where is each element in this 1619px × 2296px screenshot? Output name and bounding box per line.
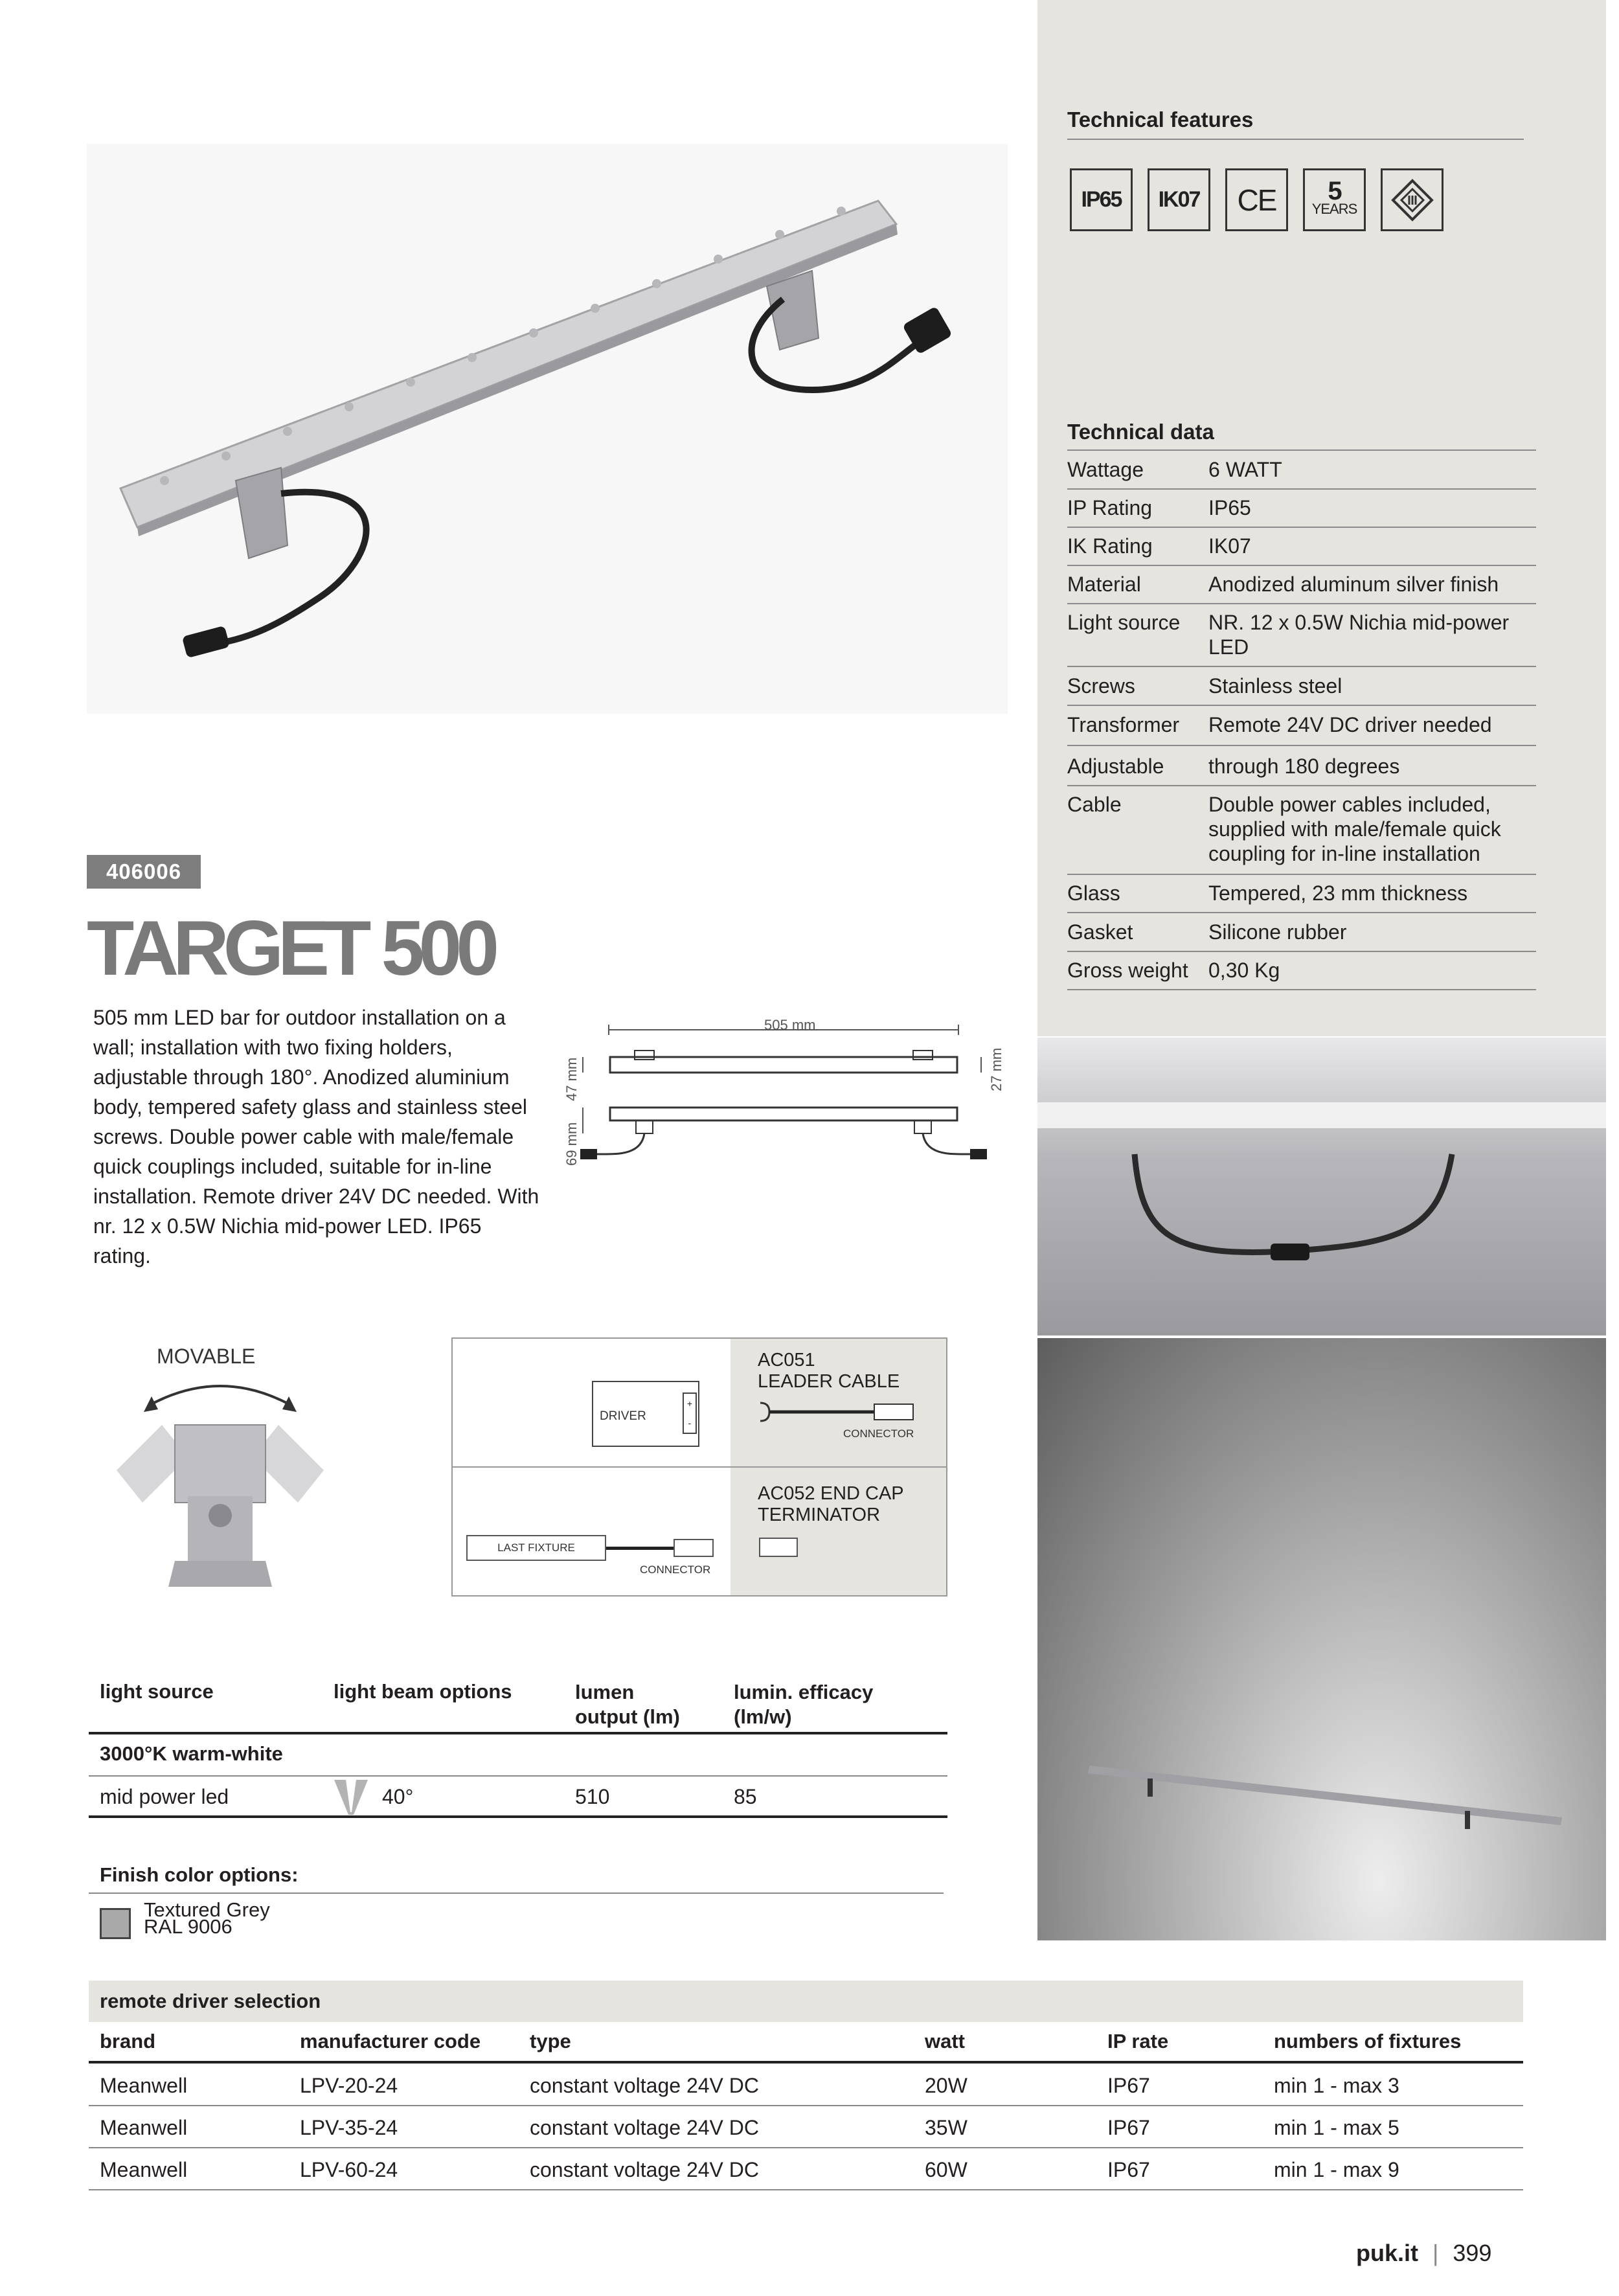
td-row-light-source: Light source NR. 12 x 0.5W Nichia mid-power LED [1067, 610, 1536, 667]
finish-name: Textured Grey RAL 9006 [144, 1898, 270, 1938]
col-light-source: light source [100, 1680, 214, 1703]
page-footer: puk.it | 399 [1356, 2240, 1492, 2266]
movable-label: MOVABLE [157, 1345, 256, 1368]
driver-brand: Meanwell [100, 2116, 188, 2139]
dim-length: 505 mm [764, 1017, 816, 1033]
col-beam: light beam options [334, 1680, 512, 1703]
page-number: 399 [1453, 2240, 1492, 2266]
lumen-value: 510 [575, 1785, 610, 1808]
divider [89, 2061, 1523, 2063]
divider [89, 2189, 1523, 2190]
divider [453, 1466, 946, 1468]
ik07-badge: IK07 [1148, 168, 1210, 231]
col-watt: watt [925, 2030, 965, 2052]
driver-ip: IP67 [1107, 2158, 1150, 2181]
col-lumen: lumen output (lm) [575, 1681, 680, 1728]
divider [89, 2105, 1523, 2106]
driver-ip: IP67 [1107, 2074, 1150, 2097]
driver-table-title: remote driver selection [100, 1990, 321, 2012]
td-row-gasket: Gasket Silicone rubber [1067, 920, 1536, 952]
td-row-ik: IK Rating IK07 [1067, 534, 1536, 566]
divider [89, 1732, 947, 1734]
divider [89, 1815, 947, 1818]
ce-badge: CE [1225, 168, 1288, 231]
col-efficacy: lumin. efficacy (lm/w) [734, 1681, 874, 1728]
dim-h3: 27 mm [988, 1047, 1004, 1091]
driver-watt: 20W [925, 2074, 968, 2097]
driver-brand: Meanwell [100, 2074, 188, 2097]
finish-title: Finish color options: [100, 1863, 299, 1886]
beam-value: 40° [382, 1785, 414, 1808]
td-row-wattage: Wattage 6 WATT [1067, 457, 1536, 490]
ac052-label: AC052 END CAP TERMINATOR [758, 1483, 904, 1525]
light-source-value: mid power led [100, 1785, 229, 1808]
connector-box [674, 1539, 714, 1557]
divider [1067, 449, 1536, 451]
td-row-glass: Glass Tempered, 23 mm thickness [1067, 881, 1536, 913]
td-row-transformer: Transformer Remote 24V DC driver needed [1067, 712, 1536, 746]
dim-h1: 47 mm [563, 1057, 580, 1101]
col-brand: brand [100, 2030, 156, 2052]
connector-label-2: CONNECTOR [640, 1563, 711, 1576]
driver-box: DRIVER [592, 1381, 699, 1447]
driver-type: constant voltage 24V DC [530, 2074, 759, 2097]
technical-data-title: Technical data [1067, 420, 1214, 444]
last-fixture-box: LAST FIXTURE [466, 1535, 606, 1561]
finish-swatch [100, 1908, 131, 1939]
wall-wash-photo [1037, 1338, 1606, 1940]
divider [89, 1775, 947, 1777]
ac051-label: AC051 LEADER CABLE [758, 1350, 900, 1392]
movable-diagram [104, 1367, 337, 1600]
driver-code: LPV-60-24 [300, 2158, 398, 2181]
efficacy-value: 85 [734, 1785, 757, 1808]
product-title: TARGET 500 [87, 905, 493, 992]
td-row-weight: Gross weight 0,30 Kg [1067, 958, 1536, 990]
td-row-screws: Screws Stainless steel [1067, 674, 1536, 706]
driver-brand: Meanwell [100, 2158, 188, 2181]
col-fixtures: numbers of fixtures [1274, 2030, 1462, 2052]
color-temp-group: 3000°K warm-white [100, 1742, 283, 1765]
ip65-badge: IP65 [1070, 168, 1133, 231]
col-type: type [530, 2030, 571, 2052]
cable-line [606, 1547, 674, 1550]
col-code: manufacturer code [300, 2030, 481, 2052]
dim-h2: 69 mm [563, 1122, 580, 1166]
leader-cable-icon [758, 1399, 920, 1425]
driver-type: constant voltage 24V DC [530, 2116, 759, 2139]
divider [89, 2147, 1523, 2148]
product-description: 505 mm LED bar for outdoor installation on a wall; installation with two fixing holders, adjustable through 180°. Anodized aluminium body, tempered safety glass and stainless steel screws. Double power cable with male/female quick couplings included, suitable for in-line installation. Remote driver 24V DC needed. With nr. 12 x 0.5W Nichia mid-power LED. IP65 rating. [93, 1006, 539, 1267]
product-code-badge: 406006 [87, 855, 201, 889]
td-row-material: Material Anodized aluminum silver finish [1067, 572, 1536, 604]
td-row-cable: Cable Double power cables included, supplied with male/female quick coupling for in-line installation [1067, 792, 1536, 875]
beam-angle-icon [332, 1780, 370, 1815]
td-row-adjustable: Adjustable through 180 degrees [1067, 754, 1536, 786]
dimension-drawing [557, 1010, 1010, 1179]
driver-fixtures: min 1 - max 5 [1274, 2116, 1399, 2139]
warranty-badge: 5 YEARS [1303, 168, 1366, 231]
end-cap-icon [759, 1538, 798, 1557]
driver-code: LPV-20-24 [300, 2074, 398, 2097]
td-row-ip: IP Rating IP65 [1067, 495, 1536, 528]
driver-fixtures: min 1 - max 9 [1274, 2158, 1399, 2181]
driver-terminals: + - [683, 1392, 697, 1434]
product-photo [87, 144, 1008, 714]
driver-watt: 35W [925, 2116, 968, 2139]
divider [89, 1892, 944, 1894]
driver-watt: 60W [925, 2158, 968, 2181]
site-link[interactable]: puk.it [1356, 2240, 1418, 2266]
installation-photo [1037, 1038, 1606, 1336]
driver-ip: IP67 [1107, 2116, 1150, 2139]
driver-fixtures: min 1 - max 3 [1274, 2074, 1399, 2097]
class-iii-icon [1381, 168, 1444, 231]
col-ip: IP rate [1107, 2030, 1169, 2052]
driver-type: constant voltage 24V DC [530, 2158, 759, 2181]
connector-label: CONNECTOR [843, 1427, 914, 1440]
technical-features-title: Technical features [1067, 108, 1254, 131]
driver-code: LPV-35-24 [300, 2116, 398, 2139]
divider [1067, 139, 1524, 140]
